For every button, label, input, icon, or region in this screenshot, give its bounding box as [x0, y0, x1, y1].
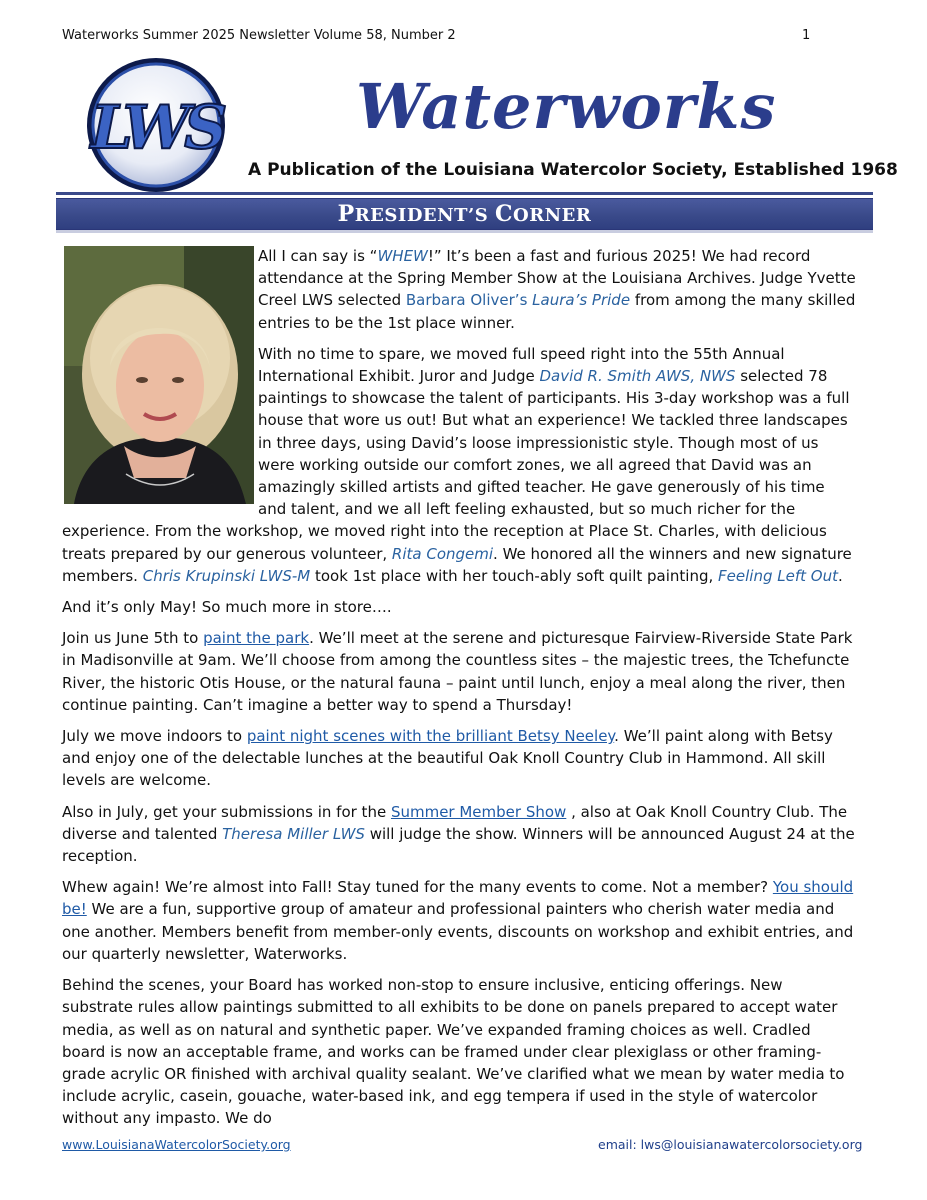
running-head: Waterworks Summer 2025 Newsletter Volume 58, Number 2: [62, 28, 456, 43]
paragraph-1: All I can say is “WHEW!” It’s been a fast and furious 2025! We had record attendance at the Spring Member Show at the Louisiana Archives. Judge Yvette Creel LWS selected Barbara Oliver’s Laura’s Pride from among the many skilled entries to be the 1st place winner.: [258, 247, 856, 332]
masthead-title: Waterworks: [356, 70, 777, 143]
paragraph-8: Behind the scenes, your Board has worked non-stop to ensure inclusive, enticing offerings. New substrate rules allow paintings submitted to all exhibits to be done on panels prepared to accept water media, as well as on natural and synthetic paper. We’ve expanded framing choices as well. Cradled board is now an acceptable frame, and works can be framed under clear plexiglass or other framing-grade acrylic OR finished with archival quality sealant. We’ve clarified what we mean by water media to include acrylic, casein, gouache, water-based ink, and egg tempera if used in the style of watercolor without any impasto. We do: [62, 976, 845, 1128]
paint-the-park-link[interactable]: paint the park: [203, 629, 310, 648]
paragraph-6: Also in July, get your submissions in for the Summer Member Show , also at Oak Knoll Country Club. The diverse and talented Theresa Miller LWS will judge the show. Winners will be announced August 24 at the reception.: [62, 802, 855, 866]
night-scenes-link[interactable]: paint night scenes with the brilliant Betsy Neeley: [246, 727, 615, 746]
paragraph-3: And it’s only May! So much more in store….: [62, 598, 392, 617]
page-number: 1: [802, 28, 811, 43]
publication-subtitle: A Publication of the Louisiana Watercolor Society, Established 1968: [248, 160, 898, 180]
section-title: PRESIDENT’S CORNER: [337, 201, 592, 227]
top-rule: [56, 192, 873, 195]
membership-link[interactable]: You should be!: [62, 878, 854, 919]
logo-lettering: LWS: [90, 93, 222, 163]
paragraph-7: Whew again! We’re almost into Fall! Stay tuned for the many events to come. Not a member? You should be! We are a fun, supportive group of amateur and professional painters who cherish water media and one another. Members benefit from member-only events, discounts on workshop and exhibit entries, and our quarterly newsletter, Waterworks.: [62, 878, 854, 963]
paragraph-4: Join us June 5th to paint the park. We’ll meet at the serene and picturesque Fairview-Riverside State Park in Madisonville at 9am. We’ll choose from among the countless sites – the majestic trees, the Tchefuncte River, the historic Otis House, or the natural fauna – paint until lunch, enjoy a meal along the river, then continue painting. Can’t imagine a better way to spend a Thursday!: [62, 629, 853, 714]
lws-logo: [85, 56, 227, 194]
summer-member-show-link[interactable]: Summer Member Show: [390, 802, 567, 821]
website-link[interactable]: www.LouisianaWatercolorSociety.org: [62, 1137, 291, 1152]
paragraph-5: July we move indoors to paint night scenes with the brilliant Betsy Neeley. We’ll paint along with Betsy and enjoy one of the delectable lunches at the beautiful Oak Knoll Country Club in Hammond. All skill levels are welcome.: [62, 727, 833, 790]
paragraph-2: With no time to spare, we moved full speed right into the 55th Annual International Exhibit. Juror and Judge David R. Smith AWS, NWS selected 78 paintings to showcase the talent of participants. His 3-day workshop was a full house that wore us out! But what an experience! We tackled three landscapes in three days, using David’s loose impressionistic style. Though most of us were working outside our comfort zones, we all agreed that David was an amazingly skilled artists and gifted teacher. He gave generously of his time and talent, and we all left feeling exhausted, but so much richer for the experience. From the workshop, we moved right into the reception at Place St. Charles, with delicious treats prepared by our generous volunteer, Rita Congemi. We honored all the winners and new signature members. Chris Krupinski LWS-M took 1st place with her touch-ably soft quilt painting, Feeling Left Out.: [62, 344, 852, 585]
section-banner: [56, 198, 873, 230]
article-body: [62, 245, 857, 1139]
footer-email[interactable]: email: lws@louisianawatercolorsociety.org: [598, 1137, 863, 1152]
